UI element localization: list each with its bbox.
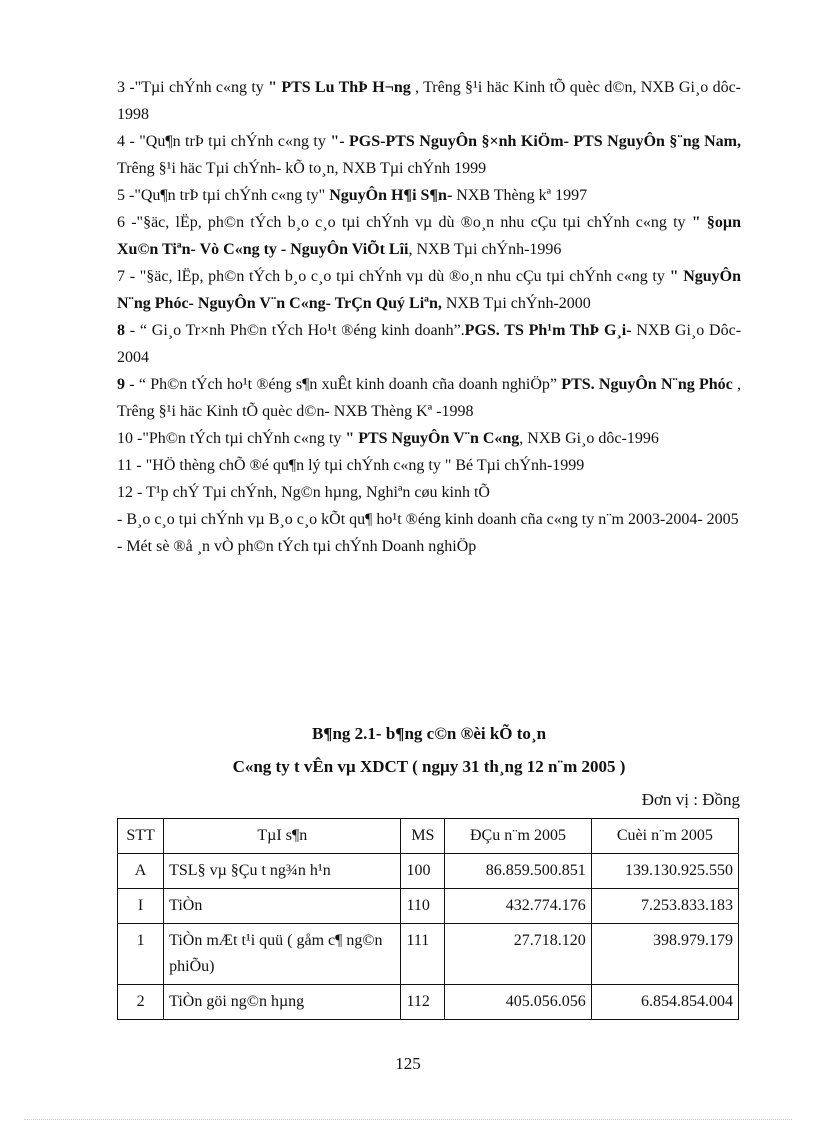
header-asset: TµI s¶n (164, 819, 401, 854)
table-subtitle: C«ng ty t vÊn vµ XDCT ( ngµy 31 th¸ng 12 n¨m 2005 ) (232, 757, 626, 776)
cell-stt: I (118, 889, 164, 924)
cell-end-value: 6.854.854.004 (591, 985, 738, 1020)
cell-begin-value: 432.774.176 (445, 889, 591, 924)
page-bottom-divider (24, 1119, 792, 1120)
table-title: B¶ng 2.1- b¶ng c©n ®èi kÕ to¸n (311, 724, 547, 743)
cell-asset: TiÒn mÆt t¹i quü ( gåm c¶ ng©n phiÕu) (164, 924, 401, 985)
header-begin-year: ĐÇu n¨m 2005 (445, 819, 591, 854)
reference-item: 7 - "§äc, lËp, ph©n tÝch b¸o c¸o tµi chÝnh vµ dù ®o¸n nhu cÇu tµi chÝnh c«ng ty " NguyÔn N¨ng Phóc- NguyÔn V¨n C«ng- TrÇn Quý Liªn, NXB Tµi chÝnh-2000 (117, 268, 741, 312)
cell-begin-value: 27.718.120 (445, 924, 591, 985)
reference-item: 8 - “ Gi¸o Tr×nh Ph©n tÝch Ho¹t ®éng kinh doanh”.PGS. TS Ph¹m ThÞ G¸i- NXB Gi¸o Dôc- 2004 (117, 322, 742, 366)
cell-end-value: 139.130.925.550 (591, 854, 738, 889)
table-row (118, 924, 739, 985)
cell-end-value: 7.253.833.183 (591, 889, 738, 924)
reference-item: 10 -"Ph©n tÝch tµi chÝnh c«ng ty " PTS NguyÔn V¨n C«ng, NXB Gi¸o dôc-1996 (117, 430, 659, 447)
cell-ms: 100 (401, 854, 445, 889)
cell-stt: A (118, 854, 164, 889)
bullet-item: - B¸o c¸o tµi chÝnh vµ B¸o c¸o kÕt qu¶ ho¹t ®éng kinh doanh cña c«ng ty n¨m 2003-2004- 2005 (117, 511, 739, 528)
reference-item: 5 -"Qu¶n trÞ tµi chÝnh c«ng ty" NguyÔn H¶i S¶n- NXB Thèng kª 1997 (117, 187, 588, 204)
header-end-year: Cuèi n¨m 2005 (591, 819, 738, 854)
cell-stt: 1 (118, 924, 164, 985)
reference-item: 4 - "Qu¶n trÞ tµi chÝnh c«ng ty "- PGS-PTS NguyÔn §×nh KiÖm- PTS NguyÔn §¨ng Nam, Trêng §¹i häc Tµi chÝnh- kÕ to¸n, NXB Tµi chÝnh 1999 (117, 133, 741, 177)
cell-begin-value: 405.056.056 (445, 985, 591, 1020)
cell-ms: 110 (401, 889, 445, 924)
bullet-item: - Mét sè ®å ¸n vÒ ph©n tÝch tµi chÝnh Doanh nghiÖp (117, 538, 477, 555)
page-number: 125 (395, 1054, 421, 1073)
header-ms: MS (401, 819, 445, 854)
unit-label: Đơn vị : Đồng (641, 790, 740, 809)
reference-list (117, 74, 741, 560)
cell-ms: 111 (401, 924, 445, 985)
reference-item: 6 -"§äc, lËp, ph©n tÝch b¸o c¸o tµi chÝnh vµ dù ®o¸n nhu cÇu tµi chÝnh c«ng ty " §oµn Xu©n Tiªn- Vò C«ng ty - NguyÔn ViÕt Lîi, NXB Tµi chÝnh-1996 (117, 214, 741, 258)
header-stt: STT (118, 819, 164, 854)
cell-ms: 112 (401, 985, 445, 1020)
table-header-row (118, 819, 739, 854)
reference-item: 12 - T¹p chÝ Tµi chÝnh, Ng©n hµng, Nghiªn cøu kinh tÕ (117, 484, 490, 501)
cell-begin-value: 86.859.500.851 (445, 854, 591, 889)
cell-asset: TiÒn (164, 889, 401, 924)
reference-item: 11 - "HÖ thèng chÕ ®é qu¶n lý tµi chÝnh c«ng ty " Bé Tµi chÝnh-1999 (117, 457, 585, 474)
reference-item: 9 - “ Ph©n tÝch ho¹t ®éng s¶n xuÊt kinh doanh cña doanh nghiÖp” PTS. NguyÔn N¨ng Phóc , Trêng §¹i häc Kinh tÕ quèc d©n- NXB Thèng Kª -1998 (117, 376, 742, 420)
cell-stt: 2 (118, 985, 164, 1020)
cell-end-value: 398.979.179 (591, 924, 738, 985)
reference-item: 3 -"Tµi chÝnh c«ng ty " PTS Lu ThÞ H¬ng , Trêng §¹i häc Kinh tÕ quèc d©n, NXB Gi¸o dôc-1998 (117, 79, 741, 123)
table-row (118, 985, 739, 1020)
balance-sheet-table (117, 818, 739, 1020)
cell-asset: TiÒn göi ng©n hµng (164, 985, 401, 1020)
table-row (118, 854, 739, 889)
table-row (118, 889, 739, 924)
cell-asset: TSL§ vµ §Çu t ng¾n h¹n (164, 854, 401, 889)
